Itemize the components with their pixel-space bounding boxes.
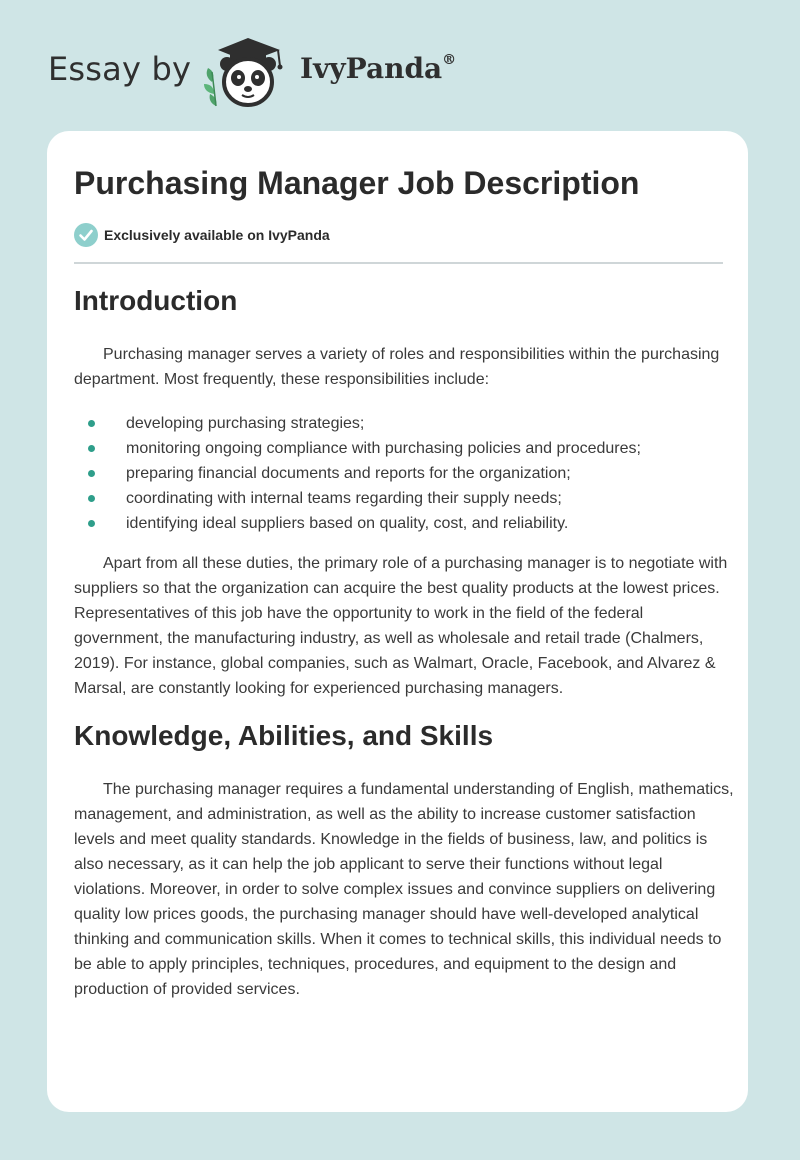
- site-header: [0, 0, 800, 130]
- list-item: [74, 511, 734, 536]
- intro-closing-paragraph: [74, 551, 734, 701]
- intro-closing-paragraph-text: Apart from all these duties, the primary role of a purchasing manager is to negotiate with suppliers so that the organization can acquire the best quality products at the lowest prices. Representatives of this job have the opportunity to work in the field of the federal government, the manufacturing industry, as well as wholesale and retail trade (Chalmers, 2019). For instance, global companies, such as Walmart, Oracle, Facebook, and Alvarez & Marsal, are constantly looking for experienced purchasing managers.: [74, 555, 728, 697]
- knowledge-paragraph-text: The purchasing manager requires a fundamental understanding of English, mathematics, management, and administration, as well as the ability to increase customer satisfaction levels and meet quality standards. Knowledge in the fields of business, law, and politics is also necessary, as it can help the job applicant to serve their functions without legal violations. Moreover, in order to solve complex issues and convince suppliers on delivering quality low prices goods, the purchasing manager should have well-developed analytical thinking and communication skills. When it comes to technical skills, this individual needs to be able to apply principles, techniques, procedures, and equipment to the design and production of provided services.: [74, 781, 734, 998]
- list-item: [74, 411, 734, 436]
- bullet-icon: [88, 445, 95, 452]
- section-heading-knowledge: Knowledge, Abilities, and Skills: [74, 720, 494, 751]
- list-item-text: preparing financial documents and reports for the organization;: [126, 465, 571, 482]
- registered-mark: ®: [442, 51, 457, 68]
- exclusive-badge-text: Exclusively available on IvyPanda: [104, 227, 330, 243]
- bullet-icon: [88, 520, 95, 527]
- page-title: Purchasing Manager Job Description: [74, 165, 640, 201]
- title-divider: [74, 262, 723, 264]
- list-item-text: identifying ideal suppliers based on quality, cost, and reliability.: [126, 515, 569, 532]
- section-heading-introduction: Introduction: [74, 285, 238, 316]
- bullet-icon: [88, 470, 95, 477]
- brand-name-text: IvyPanda: [300, 52, 443, 85]
- bullet-icon: [88, 495, 95, 502]
- check-circle-icon: [74, 223, 98, 247]
- list-item: [74, 486, 734, 511]
- exclusive-badge: [74, 223, 330, 247]
- essay-card: [47, 131, 748, 1112]
- intro-paragraph: [74, 342, 734, 392]
- list-item: [74, 436, 734, 461]
- brand-name: [300, 52, 456, 85]
- list-item-text: developing purchasing strategies;: [126, 415, 365, 432]
- list-item-text: coordinating with internal teams regarding their supply needs;: [126, 490, 562, 507]
- knowledge-paragraph: [74, 777, 734, 1002]
- list-item-text: monitoring ongoing compliance with purchasing policies and procedures;: [126, 440, 641, 457]
- ivypanda-logo-icon[interactable]: [200, 36, 296, 110]
- bullet-icon: [88, 420, 95, 427]
- intro-paragraph-text: Purchasing manager serves a variety of roles and responsibilities within the purchasing department. Most frequently, these responsibilities include:: [74, 346, 720, 388]
- essay-by-label: Essay by: [48, 50, 192, 88]
- list-item: [74, 461, 734, 486]
- responsibilities-list: [74, 411, 734, 536]
